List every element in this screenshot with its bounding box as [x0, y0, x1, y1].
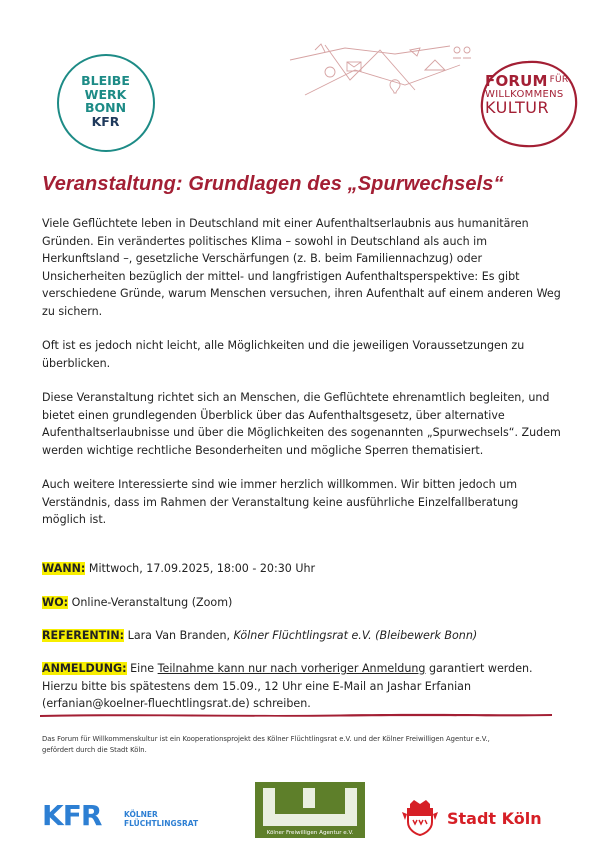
decorative-sketch-icons [285, 40, 475, 110]
event-speaker [42, 627, 572, 645]
when-label: WANN: [42, 562, 86, 575]
bleibewerk-logo-line: BONN [84, 100, 127, 115]
event-when [42, 560, 572, 578]
where-value: Online-Veranstaltung (Zoom) [68, 596, 233, 609]
forum-logo-text: FORUM $^{FÜR}$ WILLKOMMENS KULTUR [485, 72, 569, 117]
stadt-koeln-logo: Stadt Köln [402, 800, 552, 836]
paragraph-overview: Oft ist es jedoch nicht leicht, alle Möglichkeiten und die jeweiligen Voraussetzungen zu überblicken. [42, 339, 525, 370]
registration-requirement: Teilnahme kann nur nach vorheriger Anmeldung [157, 662, 426, 675]
where-label: WO: [42, 596, 69, 609]
bleibewerk-logo-line: KFR [91, 113, 120, 129]
intro-paragraph: Viele Geflüchtete leben in Deutschland mit einer Aufenthaltserlaubnis aus humanitären Gründen. Ein verändertes politisches Klima – sowohl in Deutschland als auch im Herkunftsland –, gesetzliche Verschärfungen (z. B. beim Familiennachzug) oder Unsicherheiten bezüglich der mittel- und langfristigen Aufenthaltsperspektive: Es gibt verschiedene Gründe, warum Menschen versuchen, ihren Aufenthalt auf einem anderen Weg zu sichern. [42, 217, 561, 318]
registration-email[interactable]: (erfanian@koelner-fluechtlingsrat.de) schreiben. [42, 697, 311, 710]
page-title: Veranstaltung: Grundlagen des „Spurwechsels“ [42, 173, 504, 195]
speaker-label: REFERENTIN: [42, 629, 125, 642]
koeln-coat-of-arms-icon [402, 800, 438, 836]
paragraph-audience: Diese Veranstaltung richtet sich an Menschen, die Geflüchtete ehrenamtlich begleiten, und bietet einen grundlegenden Überblick über das Aufenthaltsgesetz, über alternative Aufenthaltserlaubnisse und über die Möglichkeiten des sogenannten „Spurwechsels“. Zudem werden wichtige rechtliche Besonderheiten und mögliche Sperren thematisiert. [42, 391, 561, 457]
koelner-fluechtlingsrat-logo: KFR KÖLNER FLÜCHTLINGSRAT [42, 799, 199, 832]
bleibewerk-logo-line: BLEIBE [81, 73, 130, 88]
event-where [42, 594, 572, 612]
event-registration: ANMELDUNG: Eine Teilnahme kann nur nach vorheriger Anmeldung garantiert werden. Hierzu bitte bis spätestens dem 15.09., 12 Uhr eine E-Mail an Jashar Erfanian (erfanian@koelner-fluechtlingsrat.de) schreiben. [42, 660, 572, 713]
speaker-organization: Kölner Flüchtlingsrat e.V. (Bleibewerk Bonn) [233, 629, 478, 642]
bleibewerk-logo-line: WERK [84, 86, 127, 102]
registration-deadline: Hierzu bitte bis spätestens dem 15.09., 12 Uhr eine E-Mail an Jashar Erfanian [42, 679, 472, 693]
registration-label: ANMELDUNG: [42, 662, 127, 675]
bleibewerk-bonn-logo [57, 54, 155, 152]
koelner-freiwilligen-agentur-logo: Kölner Freiwilligen Agentur e.V. [255, 782, 365, 838]
paragraph-invitation: Auch weitere Interessierte sind wie immer herzlich willkommen. Wir bitten jedoch um Verständnis, dass im Rahmen der Veranstaltung keine ausführliche Einzelfallberatung möglich ist. [42, 478, 519, 526]
kfa-mark-icon [263, 788, 357, 826]
footnote: Das Forum für Willkommenskultur ist ein Kooperationsprojekt des Kölner Flüchtlingsrat e.V. und der Kölner Freiwilligen Agentur e.V., gefördert durch die Stadt Köln. [42, 735, 490, 754]
when-value: Mittwoch, 17.09.2025, 18:00 - 20:30 Uhr [85, 562, 316, 575]
speaker-name: Lara Van Branden, [124, 629, 234, 642]
divider-line [40, 712, 552, 718]
